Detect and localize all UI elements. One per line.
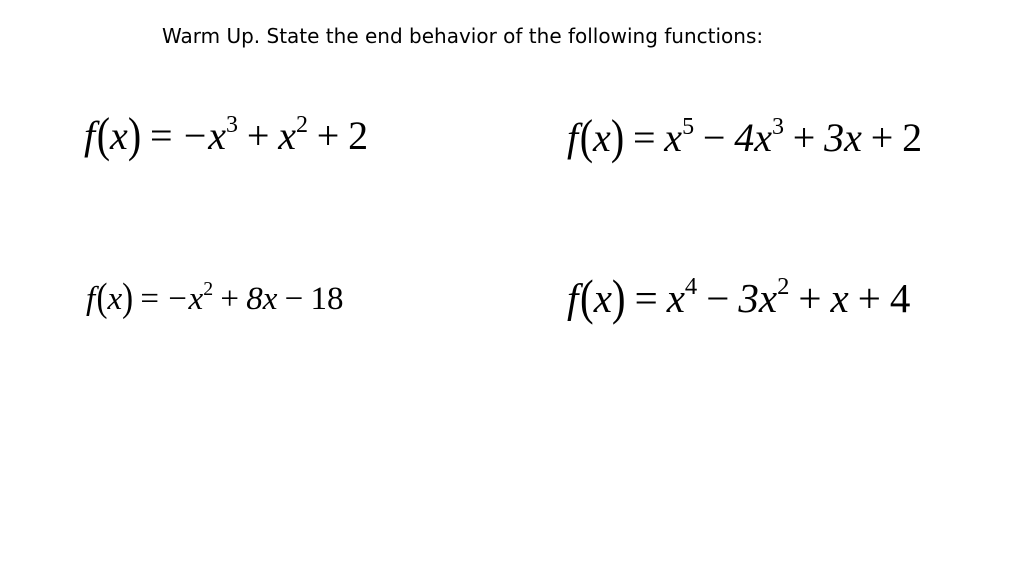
function-variable: x	[110, 113, 128, 158]
exponent: 2	[777, 273, 790, 301]
term: −x	[181, 113, 227, 158]
function-name: f	[86, 281, 96, 317]
function-variable: x	[593, 115, 611, 160]
operator: −	[706, 275, 730, 321]
function-name: f	[567, 115, 579, 160]
function-variable: x	[593, 275, 612, 321]
equals-sign: =	[149, 113, 173, 158]
term: x	[830, 275, 849, 321]
exponent: 3	[226, 111, 239, 138]
operator: +	[316, 113, 340, 158]
equation-quartic: $f(x) = x^4 - 3x^2 + x + 4$	[567, 268, 911, 326]
constant: 2	[348, 113, 369, 158]
exponent: 3	[771, 113, 784, 140]
exponent: 4	[684, 273, 698, 301]
operator: +	[246, 113, 270, 158]
term: 3x	[738, 275, 778, 321]
equals-sign: =	[634, 275, 658, 321]
constant: 4	[889, 275, 911, 321]
term: 3x	[824, 115, 862, 160]
constant: 18	[310, 281, 344, 317]
operator: −	[702, 115, 726, 160]
operator: −	[284, 281, 304, 317]
page-title: Warm Up. State the end behavior of the following functions:	[162, 24, 764, 48]
term: x	[666, 275, 685, 321]
exponent: 2	[295, 111, 308, 138]
equation-cubic-negative: $f(x) = -x^3 + x^2 + 2$	[84, 107, 369, 162]
operator: +	[792, 115, 816, 160]
operator: +	[857, 275, 881, 321]
equation-quadratic: $f(x) = -x^2 + 8x - 18$	[86, 276, 344, 321]
equals-sign: =	[140, 281, 160, 317]
equation-quintic: $f(x) = x^5 - 4x^3 + 3x + 2$	[567, 109, 923, 164]
constant: 2	[902, 115, 923, 160]
operator: +	[870, 115, 894, 160]
operator: +	[220, 281, 239, 317]
term: 8x	[246, 281, 278, 317]
function-name: f	[567, 275, 579, 321]
equals-sign: =	[632, 115, 656, 160]
exponent: 5	[682, 113, 695, 140]
term: x	[664, 115, 683, 160]
function-name: f	[84, 113, 96, 158]
exponent: 2	[203, 277, 214, 300]
term: 4x	[734, 115, 772, 160]
term: x	[278, 113, 296, 158]
function-variable: x	[107, 281, 123, 317]
term: −x	[166, 281, 204, 317]
operator: +	[798, 275, 822, 321]
